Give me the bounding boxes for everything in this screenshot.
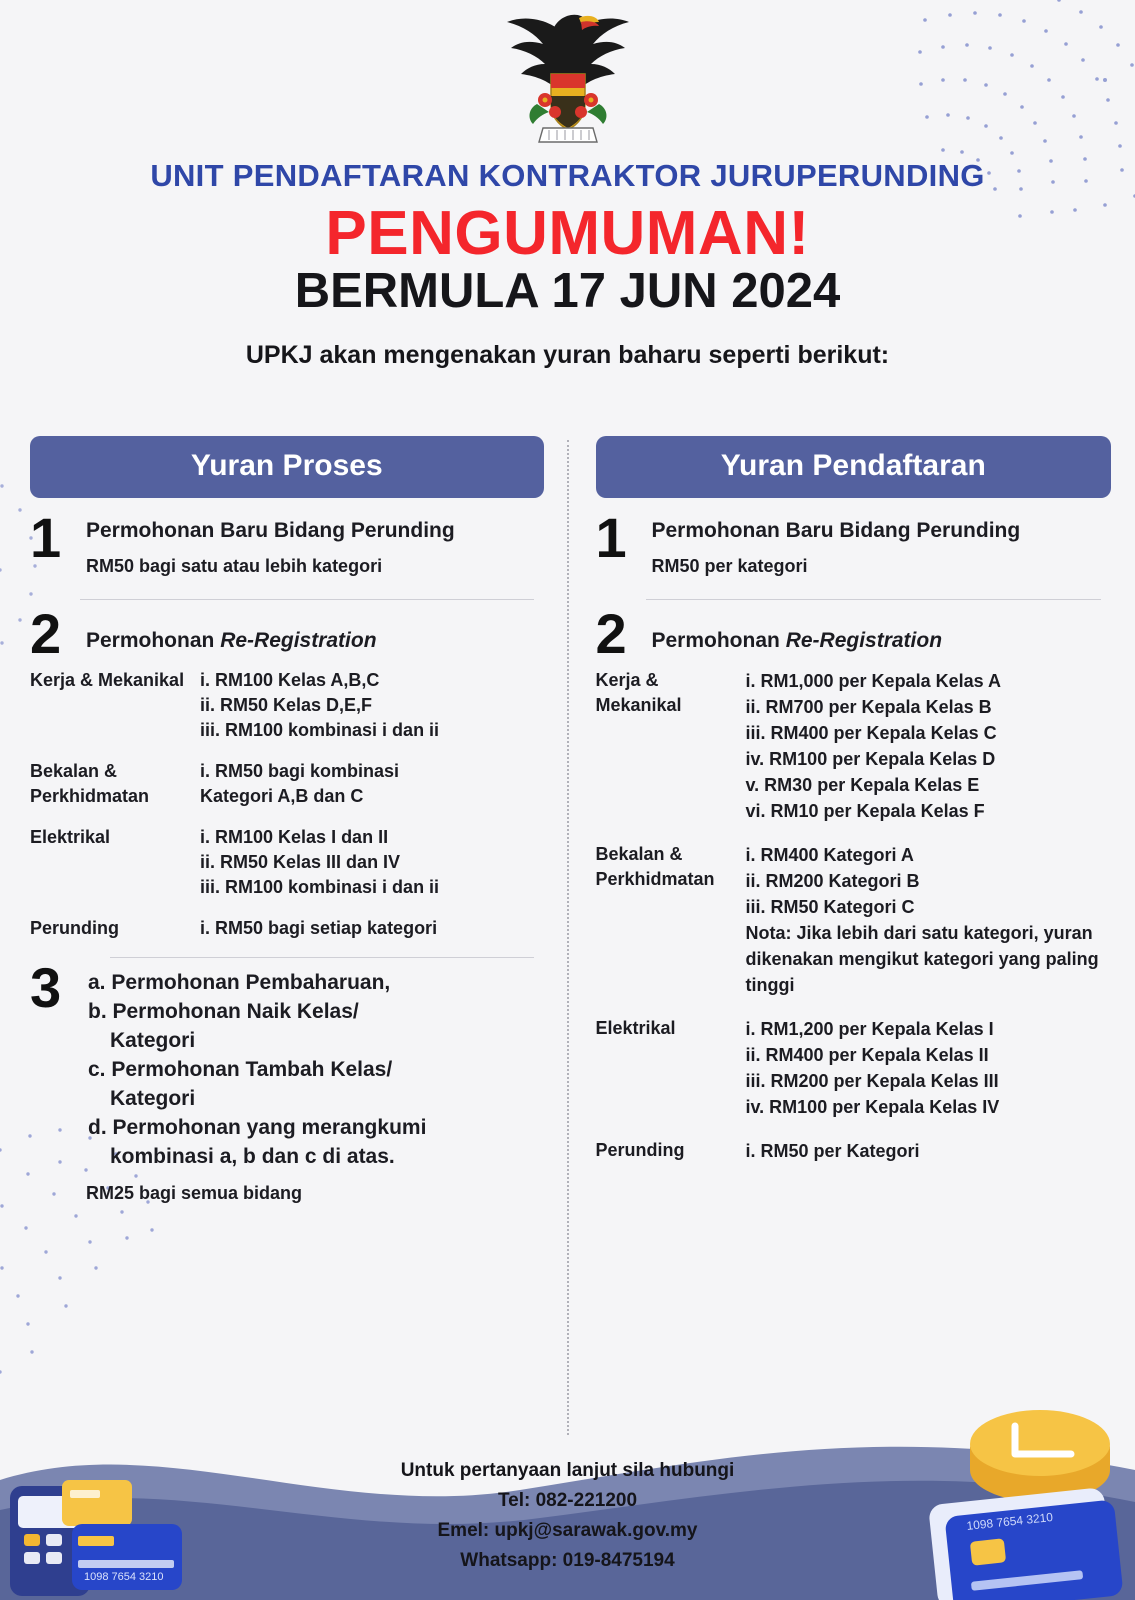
- footer-line-3: Emel: upkj@sarawak.gov.my: [437, 1520, 698, 1541]
- left-divider-2: [110, 957, 534, 958]
- value: ii. RM400 per Kepala Kelas II: [745, 1045, 989, 1065]
- right-item-1-title: Permohonan Baru Bidang Perunding: [651, 519, 1021, 542]
- right-row-elektrikal-label: Elektrikal: [595, 1018, 676, 1038]
- right-item-2-title-italic: Re-Registration: [785, 629, 943, 652]
- right-row-bekalan: [596, 842, 1112, 998]
- list-item: d. Permohonan yang merangkumi: [88, 1116, 427, 1139]
- note: Nota: Jika lebih dari satu kategori, yuran dikenakan mengikut kategori yang paling tinggi: [745, 923, 1099, 995]
- value: iii. RM100 kombinasi i dan ii: [200, 877, 440, 897]
- left-item-2-title-plain: Permohonan: [86, 629, 221, 652]
- list-item: b. Permohonan Naik Kelas/: [88, 1000, 359, 1023]
- subtitle: UPKJ akan mengenakan yuran baharu seperti berikut:: [245, 341, 890, 369]
- list-item: Kategori: [110, 1029, 196, 1052]
- value: i. RM50 per Kategori: [745, 1141, 920, 1161]
- left-row-bekalan-values: [200, 759, 544, 809]
- left-row-bekalan-label: Bekalan & Perkhidmatan: [30, 761, 150, 806]
- left-row-kerja: [30, 668, 544, 743]
- value: i. RM1,200 per Kepala Kelas I: [745, 1019, 994, 1039]
- right-row-kerja-label: Kerja & Mekanikal: [595, 670, 682, 715]
- value: iii. RM200 per Kepala Kelas III: [745, 1071, 999, 1091]
- right-item-2-title: [652, 614, 1112, 654]
- value: iii. RM400 per Kepala Kelas C: [745, 723, 997, 743]
- list-item: Kategori: [110, 1087, 196, 1110]
- value: i. RM50 bagi setiap kategori: [200, 918, 438, 938]
- left-item-2-number: 2: [30, 602, 62, 665]
- effective-date: BERMULA 17 JUN 2024: [294, 264, 841, 318]
- left-fee-rows: [30, 668, 544, 941]
- list-item: c. Permohonan Tambah Kelas/: [88, 1058, 393, 1081]
- right-row-kerja-values: [746, 668, 1112, 824]
- value: i. RM1,000 per Kepala Kelas A: [745, 671, 1001, 691]
- right-row-perunding-values: [746, 1138, 1112, 1164]
- left-row-kerja-values: [200, 668, 544, 743]
- right-row-kerja: [596, 668, 1112, 824]
- value: i. RM50 bagi kombinasi: [200, 761, 400, 781]
- left-divider-1: [80, 599, 534, 600]
- value: vi. RM10 per Kepala Kelas F: [745, 801, 985, 821]
- left-item-3-note: RM25 bagi semua bidang: [86, 1183, 303, 1203]
- footer-contact: [0, 1456, 1135, 1576]
- left-row-elektrikal-label: Elektrikal: [30, 827, 111, 847]
- value: ii. RM700 per Kepala Kelas B: [745, 697, 992, 717]
- left-item-2: [30, 602, 544, 665]
- left-row-kerja-label: Kerja & Mekanikal: [30, 670, 185, 690]
- left-row-elektrikal-values: [200, 825, 544, 900]
- left-row-bekalan: [30, 759, 544, 809]
- value: i. RM400 Kategori A: [745, 845, 914, 865]
- value: ii. RM50 Kelas D,E,F: [200, 695, 373, 715]
- svg-text:1098 7654 3210: 1098 7654 3210: [84, 1571, 164, 1583]
- left-item-1-number: 1: [30, 506, 62, 569]
- value: iii. RM50 Kategori C: [745, 897, 915, 917]
- column-yuran-pendaftaran: [568, 436, 1135, 1204]
- right-fee-rows: [596, 668, 1112, 1164]
- right-item-1-number: 1: [595, 506, 627, 569]
- left-row-perunding-values: [200, 916, 544, 941]
- banner-yuran-proses: Yuran Proses: [30, 436, 544, 498]
- left-row-perunding: [30, 916, 544, 941]
- left-item-3-number: 3: [30, 956, 62, 1019]
- list-item: kombinasi a, b dan c di atas.: [110, 1145, 395, 1168]
- value: iv. RM100 per Kepala Kelas IV: [745, 1097, 1000, 1117]
- right-row-bekalan-values: [746, 842, 1112, 998]
- left-item-2-title: [86, 614, 544, 654]
- banner-yuran-pendaftaran: Yuran Pendaftaran: [596, 436, 1112, 498]
- value: v. RM30 per Kepala Kelas E: [745, 775, 980, 795]
- value: i. RM100 Kelas I dan II: [200, 827, 389, 847]
- sarawak-crest-icon: [493, 8, 643, 148]
- left-item-2-title-italic: Re-Registration: [220, 629, 377, 652]
- right-divider-1: [646, 599, 1102, 600]
- value: i. RM100 Kelas A,B,C: [200, 670, 380, 690]
- value: ii. RM50 Kelas III dan IV: [200, 852, 401, 872]
- org-title: UNIT PENDAFTARAN KONTRAKTOR JURUPERUNDING: [150, 158, 985, 193]
- right-item-2-title-plain: Permohonan: [651, 629, 786, 652]
- left-item-1-note: RM50 bagi satu atau lebih kategori: [86, 556, 383, 576]
- columns: [0, 436, 1135, 1204]
- right-item-1: [595, 506, 1112, 577]
- left-row-perunding-label: Perunding: [30, 918, 119, 938]
- header: [0, 158, 1135, 370]
- value: Kategori A,B dan C: [200, 786, 364, 806]
- left-row-elektrikal: [30, 825, 544, 900]
- footer: [0, 1410, 1135, 1600]
- right-item-2: [595, 602, 1112, 665]
- right-row-perunding: [596, 1138, 1112, 1164]
- left-item-3-list: [86, 968, 544, 1171]
- left-item-3: [30, 956, 544, 1204]
- left-item-1: [30, 506, 544, 577]
- right-item-2-number: 2: [595, 602, 627, 665]
- announcement-title: PENGUMUMAN!: [325, 199, 810, 268]
- right-row-elektrikal-values: [746, 1016, 1112, 1120]
- left-item-1-title: Permohonan Baru Bidang Perunding: [86, 519, 455, 542]
- footer-line-1: Untuk pertanyaan lanjut sila hubungi: [400, 1460, 735, 1481]
- footer-line-4: Whatsapp: 019-8475194: [460, 1550, 675, 1571]
- column-yuran-proses: [0, 436, 568, 1204]
- value: iv. RM100 per Kepala Kelas D: [745, 749, 996, 769]
- right-row-elektrikal: [596, 1016, 1112, 1120]
- value: ii. RM200 Kategori B: [745, 871, 920, 891]
- footer-line-2: Tel: 082-221200: [497, 1490, 638, 1511]
- svg-text:1098 7654 3210: 1098 7654 3210: [965, 1509, 1054, 1533]
- right-row-bekalan-label: Bekalan & Perkhidmatan: [595, 844, 715, 889]
- value: iii. RM100 kombinasi i dan ii: [200, 720, 440, 740]
- list-item: a. Permohonan Pembaharuan,: [88, 971, 391, 994]
- right-row-perunding-label: Perunding: [595, 1140, 685, 1160]
- right-item-1-note: RM50 per kategori: [651, 556, 808, 576]
